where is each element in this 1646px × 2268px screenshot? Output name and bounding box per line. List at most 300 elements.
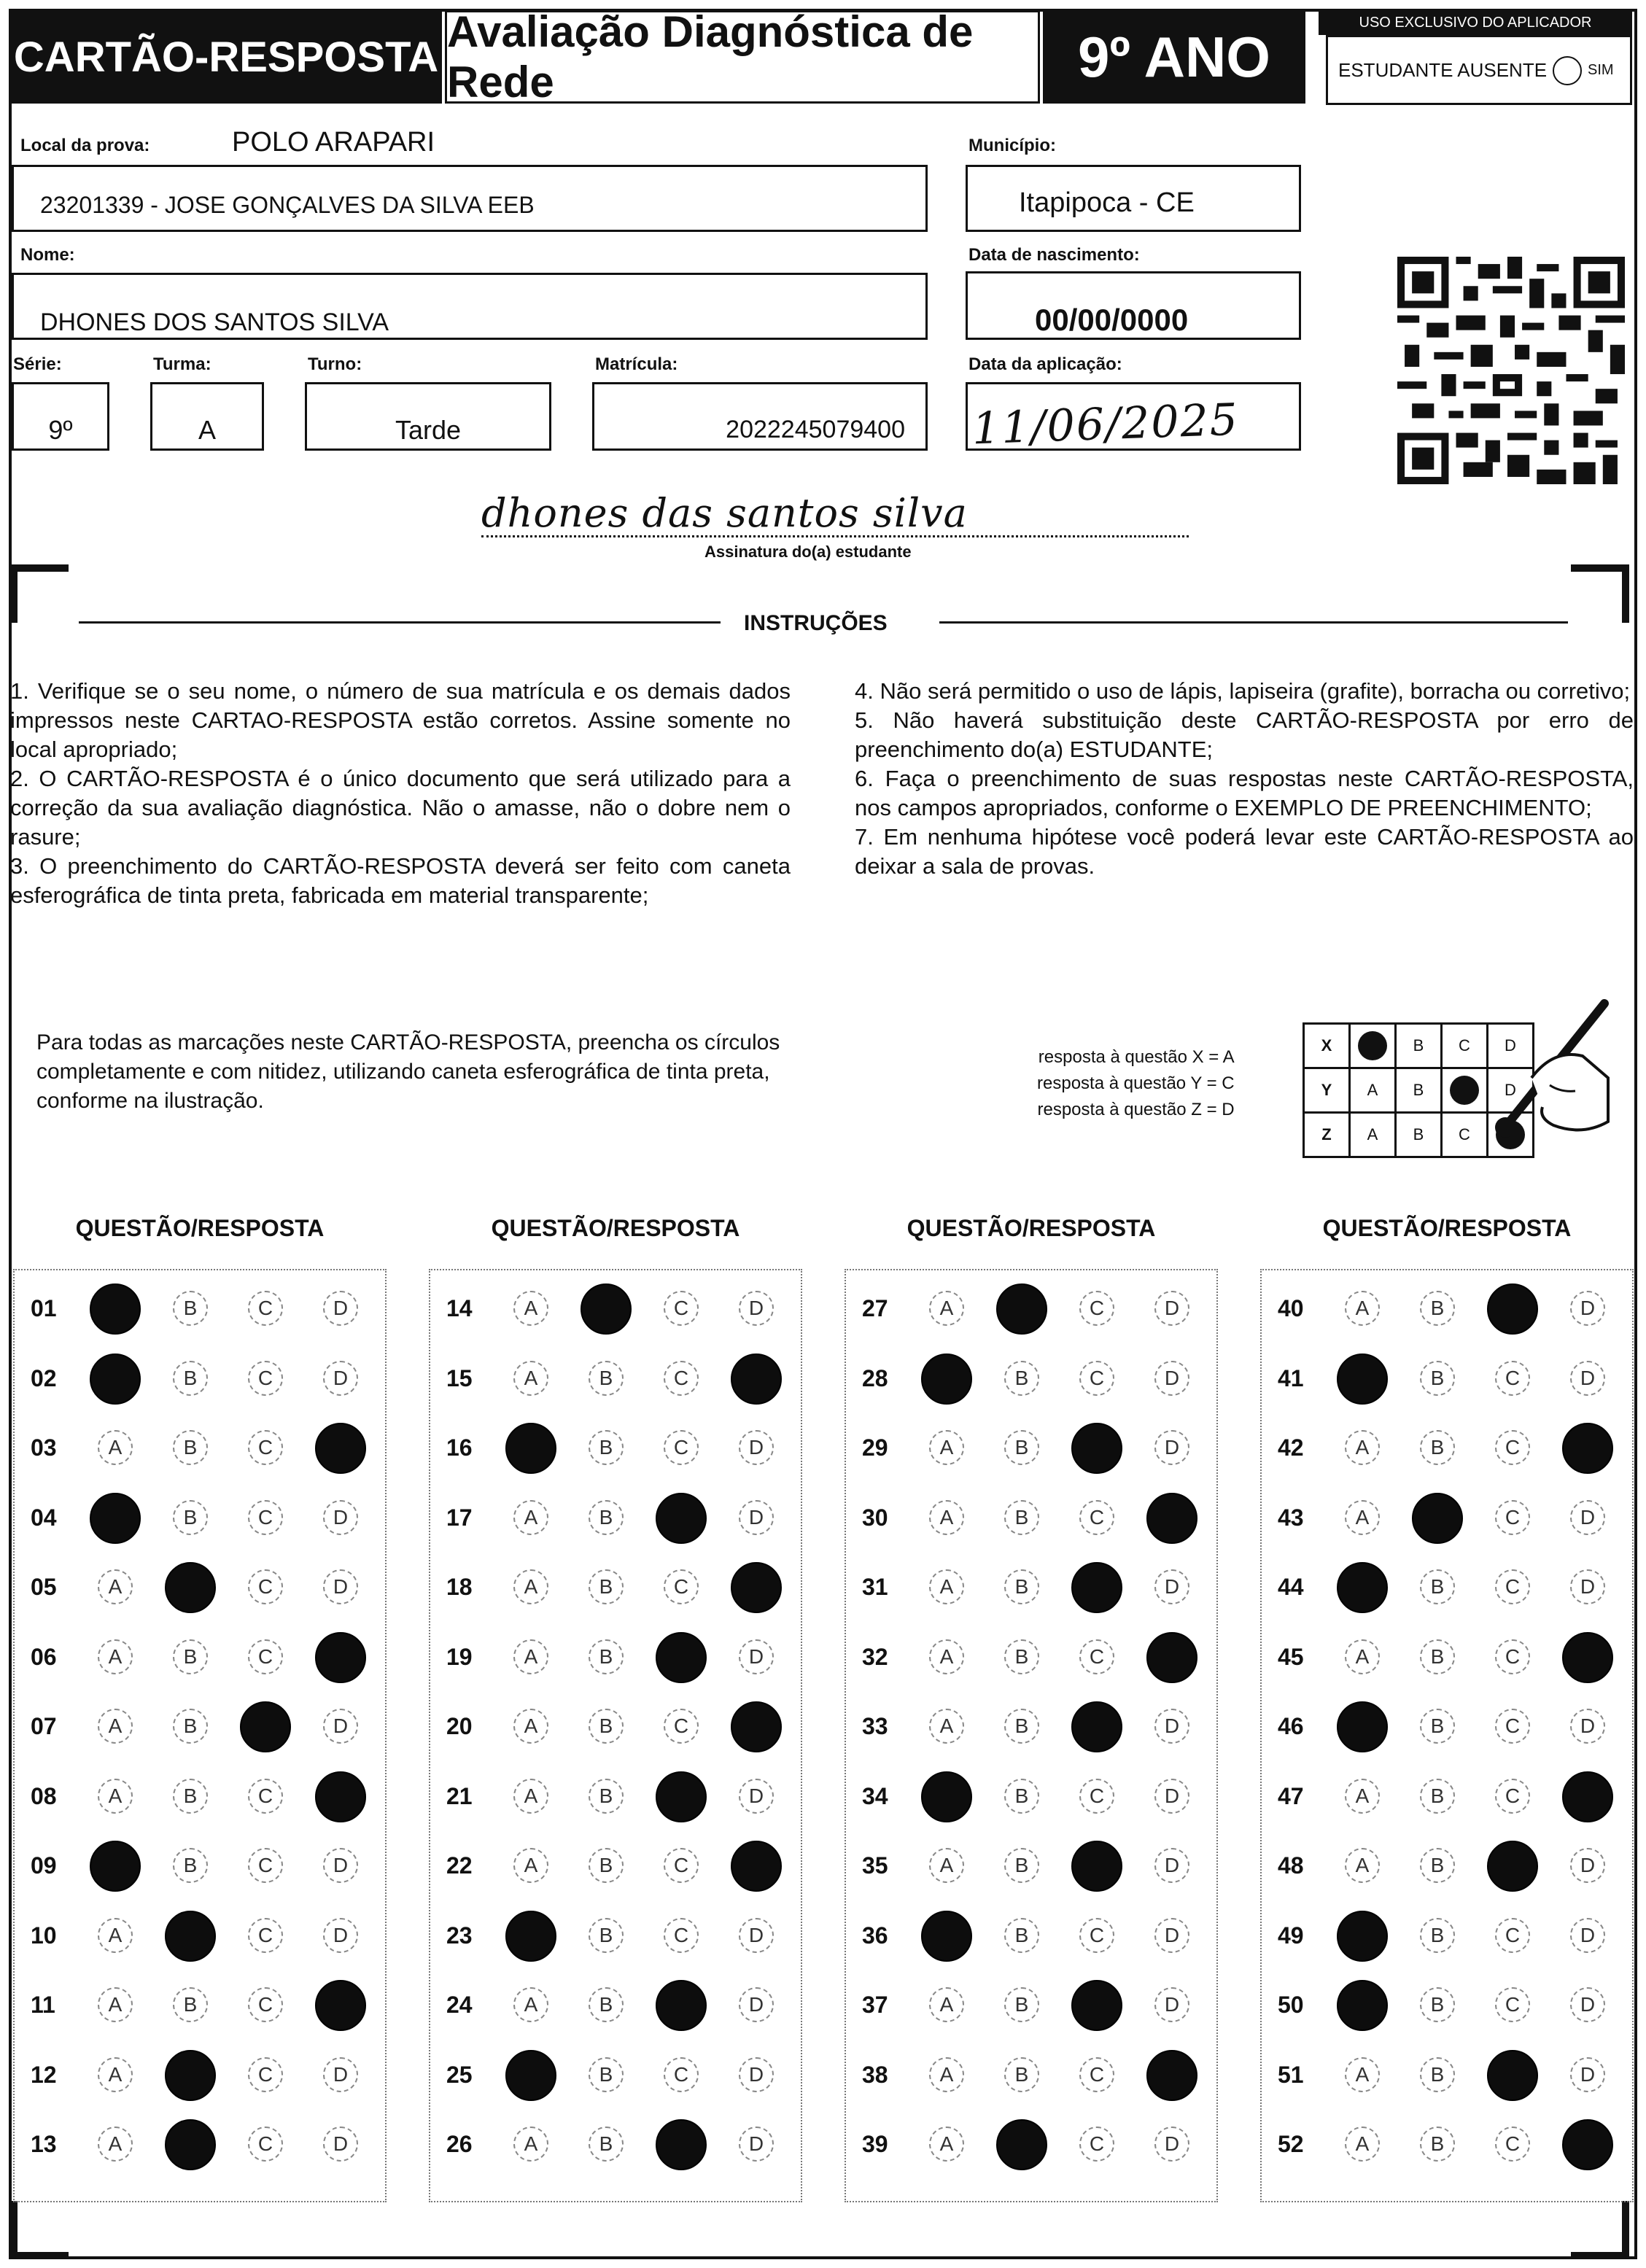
corner-mark-bottom-left <box>10 2201 69 2259</box>
question-row <box>15 1275 385 1345</box>
answer-bubble[interactable]: A <box>513 1569 548 1604</box>
answer-bubble[interactable]: A <box>98 1639 133 1674</box>
answer-bubble[interactable]: A <box>513 1639 548 1674</box>
answer-column <box>13 1269 387 2202</box>
answer-bubble[interactable]: D <box>1154 1430 1189 1465</box>
answer-bubble-filled[interactable] <box>1487 1283 1538 1335</box>
answer-bubble[interactable]: D <box>739 1500 774 1535</box>
example-option: B <box>1396 1024 1442 1068</box>
answer-bubble[interactable]: C <box>1079 1779 1114 1814</box>
matricula-label: Matrícula: <box>595 354 678 374</box>
answer-bubble[interactable]: D <box>739 2127 774 2162</box>
answer-bubble-filled[interactable] <box>1412 1493 1463 1544</box>
example-option: B <box>1396 1068 1442 1113</box>
question-row <box>15 1832 385 1902</box>
answer-bubble[interactable]: D <box>1154 1918 1189 1953</box>
answer-bubble[interactable]: A <box>929 1709 964 1744</box>
answer-bubble-filled[interactable] <box>1071 1562 1122 1613</box>
answer-bubble[interactable]: C <box>248 2057 283 2092</box>
answer-bubble[interactable]: B <box>1004 1500 1039 1535</box>
answer-bubble-filled[interactable] <box>731 1562 782 1613</box>
answer-bubble-filled[interactable] <box>1337 1701 1388 1752</box>
example-option: D <box>1488 1024 1534 1068</box>
instruction-7: 7. Em nenhuma hipótese você poderá levar este CARTÃO-RESPOSTA ao deixar a sala de provas. <box>855 824 1634 879</box>
corner-mark-bottom-right <box>1571 2201 1629 2259</box>
answer-bubble-filled[interactable] <box>921 1911 972 1962</box>
question-number: 24 <box>446 1992 473 2018</box>
answer-bubble[interactable]: A <box>98 1779 133 1814</box>
question-row <box>846 1553 1216 1623</box>
answer-bubble-filled[interactable] <box>240 1701 291 1752</box>
answer-bubble[interactable]: A <box>513 1291 548 1326</box>
turno-value: Tarde <box>395 415 462 445</box>
answer-bubble[interactable]: B <box>1004 1987 1039 2022</box>
question-number: 38 <box>862 2061 888 2088</box>
local-label: Local da prova: <box>20 136 150 155</box>
question-row <box>15 2110 385 2180</box>
turma-value: A <box>198 415 216 445</box>
answer-bubble[interactable]: B <box>173 1291 208 1326</box>
answer-bubble[interactable]: B <box>173 1987 208 2022</box>
answer-bubble[interactable]: B <box>1420 1569 1455 1604</box>
answer-bubble[interactable]: B <box>1004 1779 1039 1814</box>
answer-bubble-filled[interactable] <box>656 1980 707 2031</box>
answer-bubble[interactable]: B <box>173 1848 208 1883</box>
answer-bubble-filled[interactable] <box>315 1771 366 1822</box>
answer-bubble-filled[interactable] <box>656 1771 707 1822</box>
question-number: 41 <box>1278 1364 1304 1391</box>
answer-bubble[interactable]: D <box>739 1430 774 1465</box>
answer-bubble[interactable]: D <box>1570 1918 1605 1953</box>
question-row <box>430 2110 801 2180</box>
answer-bubble-filled[interactable] <box>921 1354 972 1405</box>
answer-bubble-filled[interactable] <box>1146 1632 1197 1683</box>
question-number: 12 <box>31 2061 57 2088</box>
answer-bubble[interactable]: B <box>173 1709 208 1744</box>
example-option: A <box>1350 1113 1396 1157</box>
question-number: 25 <box>446 2061 473 2088</box>
answer-bubble[interactable]: A <box>929 1987 964 2022</box>
question-row <box>1262 1763 1632 1833</box>
answer-bubble[interactable]: C <box>1495 1709 1530 1744</box>
example-filled-bubble <box>1450 1076 1479 1105</box>
answer-bubble-filled[interactable] <box>505 1911 556 1962</box>
answer-bubble-filled[interactable] <box>656 1632 707 1683</box>
answer-bubble[interactable]: A <box>513 1361 548 1396</box>
answer-bubble[interactable]: D <box>739 1918 774 1953</box>
answer-bubble-filled[interactable] <box>1487 2050 1538 2101</box>
answer-bubble[interactable]: B <box>173 1779 208 1814</box>
question-number: 21 <box>446 1782 473 1809</box>
answer-bubble[interactable]: B <box>1004 1639 1039 1674</box>
question-row <box>846 1484 1216 1554</box>
answer-bubble[interactable]: D <box>1570 1361 1605 1396</box>
question-row <box>1262 1971 1632 2041</box>
answer-bubble[interactable]: B <box>1420 2057 1455 2092</box>
answer-bubble[interactable]: C <box>248 1918 283 1953</box>
answer-bubble[interactable]: A <box>98 1987 133 2022</box>
question-number: 23 <box>446 1922 473 1949</box>
answer-bubble[interactable]: A <box>1345 1779 1380 1814</box>
answer-bubble-filled[interactable] <box>90 1841 141 1892</box>
answer-bubble-filled[interactable] <box>1562 1771 1613 1822</box>
answer-bubble-filled[interactable] <box>996 1283 1047 1335</box>
answer-bubble[interactable]: A <box>513 1987 548 2022</box>
answer-bubble-filled[interactable] <box>996 2119 1047 2170</box>
answer-bubble[interactable]: B <box>1004 1918 1039 1953</box>
answer-bubble[interactable]: D <box>1570 1709 1605 1744</box>
answer-bubble[interactable]: D <box>1154 1848 1189 1883</box>
question-number: 28 <box>862 1364 888 1391</box>
question-number: 11 <box>31 1992 55 2018</box>
answer-bubble[interactable]: C <box>1495 1779 1530 1814</box>
answer-bubble[interactable]: B <box>173 1639 208 1674</box>
answer-bubble[interactable]: B <box>589 1361 624 1396</box>
answer-bubble[interactable]: D <box>1570 1569 1605 1604</box>
answer-bubble[interactable]: D <box>1570 1987 1605 2022</box>
question-number: 37 <box>862 1992 888 2018</box>
answer-bubble[interactable]: D <box>323 2127 358 2162</box>
answer-bubble[interactable]: A <box>929 2127 964 2162</box>
answer-bubble-filled[interactable] <box>1071 1423 1122 1474</box>
answer-bubble[interactable]: A <box>513 1709 548 1744</box>
answer-bubble[interactable]: D <box>739 1987 774 2022</box>
answer-bubble[interactable]: B <box>589 2057 624 2092</box>
answer-bubble[interactable]: D <box>1154 2127 1189 2162</box>
question-row <box>846 1902 1216 1972</box>
example-option: D <box>1488 1068 1534 1113</box>
absent-checkbox[interactable] <box>1553 56 1582 85</box>
answer-bubble-filled[interactable] <box>731 1841 782 1892</box>
answer-bubble[interactable]: B <box>1420 1779 1455 1814</box>
example-question-label: X <box>1304 1024 1350 1068</box>
answer-column <box>845 1269 1218 2202</box>
answer-bubble[interactable]: A <box>1345 2057 1380 2092</box>
instruction-1: 1. Verifique se o seu nome, o número de sua matrícula e os demais dados impressos neste CARTAO-RESPOSTA estão corretos. Assine somente no local apropriado; <box>10 678 791 762</box>
answer-bubble[interactable]: B <box>589 1709 624 1744</box>
answer-bubble-filled[interactable] <box>505 1423 556 1474</box>
answer-bubble[interactable]: C <box>1079 1639 1114 1674</box>
answer-bubble[interactable]: B <box>1004 1848 1039 1883</box>
answer-bubble[interactable]: A <box>98 2127 133 2162</box>
answer-bubble[interactable]: D <box>323 1361 358 1396</box>
answer-bubble-filled[interactable] <box>1562 2119 1613 2170</box>
answer-bubble-filled[interactable] <box>1337 1911 1388 1962</box>
answer-bubble-filled[interactable] <box>1562 1632 1613 1683</box>
answer-bubble[interactable]: B <box>589 1569 624 1604</box>
nascimento-label: Data de nascimento: <box>968 245 1140 265</box>
answer-bubble[interactable]: C <box>248 1987 283 2022</box>
answer-bubble[interactable]: A <box>929 1569 964 1604</box>
answer-bubble-filled[interactable] <box>1146 1493 1197 1544</box>
answer-bubble[interactable]: A <box>513 1779 548 1814</box>
answer-bubble[interactable]: D <box>1570 1848 1605 1883</box>
answer-bubble[interactable]: C <box>1495 1918 1530 1953</box>
answer-bubble[interactable]: A <box>1345 1848 1380 1883</box>
answer-bubble[interactable]: B <box>589 1430 624 1465</box>
answer-bubble[interactable]: C <box>1079 1500 1114 1535</box>
answer-bubble[interactable]: A <box>929 1500 964 1535</box>
answer-bubble[interactable]: A <box>929 1430 964 1465</box>
turno-field <box>305 382 551 451</box>
answer-bubble[interactable]: B <box>589 2127 624 2162</box>
answer-bubble[interactable]: D <box>323 1291 358 1326</box>
question-row <box>430 2041 801 2111</box>
answer-bubble-filled[interactable] <box>1146 2050 1197 2101</box>
answer-bubble[interactable]: B <box>589 1500 624 1535</box>
nome-field <box>12 273 928 340</box>
answer-bubble[interactable]: D <box>739 1291 774 1326</box>
question-row <box>1262 1832 1632 1902</box>
answer-bubble[interactable]: B <box>1004 1361 1039 1396</box>
answer-bubble[interactable]: C <box>664 1569 699 1604</box>
answer-bubble[interactable]: C <box>664 1291 699 1326</box>
answer-bubble[interactable]: A <box>513 1848 548 1883</box>
answer-bubble-filled[interactable] <box>90 1354 141 1405</box>
question-row <box>1262 1345 1632 1415</box>
answer-bubble-filled[interactable] <box>581 1283 632 1335</box>
answer-bubble[interactable]: C <box>248 1569 283 1604</box>
answer-bubble[interactable]: B <box>1004 2057 1039 2092</box>
answer-bubble[interactable]: D <box>323 1709 358 1744</box>
answer-bubble[interactable]: D <box>1154 1987 1189 2022</box>
question-number: 52 <box>1278 2131 1304 2157</box>
answer-bubble[interactable]: D <box>323 1569 358 1604</box>
local-value: POLO ARAPARI <box>232 127 435 158</box>
answer-bubble[interactable]: C <box>248 1500 283 1535</box>
answer-bubble-filled[interactable] <box>1337 1562 1388 1613</box>
answer-bubble[interactable]: C <box>248 1779 283 1814</box>
answer-bubble[interactable]: C <box>1079 1291 1114 1326</box>
answer-bubble[interactable]: A <box>1345 1639 1380 1674</box>
answer-bubble[interactable]: D <box>1154 1361 1189 1396</box>
answer-bubble[interactable]: B <box>1420 1918 1455 1953</box>
answer-bubble[interactable]: A <box>1345 1430 1380 1465</box>
answer-bubble[interactable]: D <box>1154 1709 1189 1744</box>
nome-label: Nome: <box>20 245 75 265</box>
question-number: 51 <box>1278 2061 1304 2088</box>
answer-bubble[interactable]: B <box>589 1918 624 1953</box>
answer-bubble[interactable]: A <box>98 1709 133 1744</box>
question-row <box>430 1832 801 1902</box>
answer-bubble[interactable]: C <box>664 1430 699 1465</box>
question-row <box>15 1345 385 1415</box>
matricula-value: 2022245079400 <box>726 416 905 443</box>
answer-bubble[interactable]: A <box>1345 2127 1380 2162</box>
answer-bubble-filled[interactable] <box>90 1493 141 1544</box>
example-question-label: Y <box>1304 1068 1350 1113</box>
answer-bubble-filled[interactable] <box>315 1980 366 2031</box>
instructions-rule-right <box>939 621 1568 624</box>
answer-bubble[interactable]: D <box>323 1918 358 1953</box>
answer-bubble[interactable]: B <box>1004 1569 1039 1604</box>
question-number: 29 <box>862 1434 888 1461</box>
answer-bubble-filled[interactable] <box>921 1771 972 1822</box>
answer-bubble[interactable]: C <box>1495 1639 1530 1674</box>
answer-bubble[interactable]: C <box>1079 1361 1114 1396</box>
instructions-rule-left <box>79 621 721 624</box>
answer-bubble[interactable]: D <box>1570 1291 1605 1326</box>
answer-bubble[interactable]: B <box>589 1987 624 2022</box>
answer-bubble[interactable]: C <box>248 1291 283 1326</box>
example-filled-bubble <box>1358 1031 1387 1060</box>
answer-bubble[interactable]: B <box>589 1639 624 1674</box>
question-row <box>1262 1484 1632 1554</box>
question-number: 49 <box>1278 1922 1304 1949</box>
question-row <box>846 1623 1216 1693</box>
answer-bubble[interactable]: A <box>929 2057 964 2092</box>
answer-bubble[interactable]: A <box>98 1569 133 1604</box>
answer-bubble[interactable]: A <box>929 1291 964 1326</box>
answer-bubble[interactable]: D <box>739 2057 774 2092</box>
answer-bubble[interactable]: C <box>1495 1430 1530 1465</box>
answer-bubble[interactable]: D <box>1570 2057 1605 2092</box>
applicator-box <box>1326 35 1632 105</box>
answer-bubble-filled[interactable] <box>1337 1354 1388 1405</box>
answer-bubble[interactable]: C <box>1495 1987 1530 2022</box>
question-row <box>846 1832 1216 1902</box>
answer-bubble[interactable]: A <box>929 1848 964 1883</box>
answer-bubble[interactable]: C <box>1495 1569 1530 1604</box>
answer-column <box>429 1269 802 2202</box>
answer-bubble-filled[interactable] <box>315 1632 366 1683</box>
answer-bubble[interactable]: B <box>1420 1639 1455 1674</box>
pen-hand-icon <box>1480 998 1619 1158</box>
question-row <box>430 1345 801 1415</box>
answer-bubble[interactable]: C <box>248 1430 283 1465</box>
answer-bubble[interactable]: C <box>1495 2127 1530 2162</box>
answer-bubble[interactable]: C <box>1495 1361 1530 1396</box>
question-row <box>430 1553 801 1623</box>
answer-bubble[interactable]: B <box>1420 1430 1455 1465</box>
answer-bubble[interactable]: B <box>1004 1430 1039 1465</box>
answer-bubble[interactable]: C <box>664 2057 699 2092</box>
answer-bubble[interactable]: C <box>248 2127 283 2162</box>
question-row <box>430 1693 801 1763</box>
answer-bubble-filled[interactable] <box>165 1562 216 1613</box>
answer-bubble[interactable]: B <box>1420 1361 1455 1396</box>
answer-bubble-filled[interactable] <box>165 2050 216 2101</box>
column-title: QUESTÃO/RESPOSTA <box>907 1215 1156 1241</box>
answer-bubble[interactable]: C <box>248 1361 283 1396</box>
answer-bubble[interactable]: A <box>513 1500 548 1535</box>
answer-bubble[interactable]: D <box>1154 1779 1189 1814</box>
answer-bubble-filled[interactable] <box>1071 1980 1122 2031</box>
answer-bubble[interactable]: B <box>1420 2127 1455 2162</box>
answer-bubble-filled[interactable] <box>315 1423 366 1474</box>
question-row <box>430 1971 801 2041</box>
question-number: 04 <box>31 1504 57 1531</box>
example-question-label: Z <box>1304 1113 1350 1157</box>
answer-bubble-filled[interactable] <box>731 1354 782 1405</box>
answer-bubble[interactable]: A <box>98 1430 133 1465</box>
instruction-5: 5. Não haverá substituição deste CARTÃO-RESPOSTA por erro de preenchimento do(a) ESTUDANTE; <box>855 707 1634 762</box>
answer-bubble-filled[interactable] <box>1487 1841 1538 1892</box>
answer-bubble[interactable]: B <box>173 1430 208 1465</box>
answer-bubble-filled[interactable] <box>731 1701 782 1752</box>
answer-bubble-filled[interactable] <box>656 1493 707 1544</box>
question-number: 01 <box>31 1295 57 1321</box>
answer-bubble-filled[interactable] <box>505 2050 556 2101</box>
answer-bubble[interactable]: A <box>1345 1291 1380 1326</box>
answer-bubble[interactable]: D <box>323 2057 358 2092</box>
example-line-z: resposta à questão Z = D <box>1037 1100 1235 1119</box>
question-row <box>430 1623 801 1693</box>
answer-bubble[interactable]: B <box>1420 1848 1455 1883</box>
question-number: 26 <box>446 2131 473 2157</box>
question-row <box>430 1902 801 1972</box>
answer-bubble[interactable]: C <box>1495 1500 1530 1535</box>
answer-bubble[interactable]: B <box>1420 1709 1455 1744</box>
answer-bubble[interactable]: B <box>173 1361 208 1396</box>
answer-bubble[interactable]: B <box>173 1500 208 1535</box>
answer-bubble[interactable]: D <box>1570 1500 1605 1535</box>
question-number: 17 <box>446 1504 473 1531</box>
answer-bubble[interactable]: B <box>589 1779 624 1814</box>
answer-bubble[interactable]: C <box>248 1639 283 1674</box>
answer-bubble[interactable]: B <box>1420 1987 1455 2022</box>
answer-bubble[interactable]: C <box>1079 2127 1114 2162</box>
answer-bubble-filled[interactable] <box>656 2119 707 2170</box>
answer-bubble-filled[interactable] <box>1562 1423 1613 1474</box>
question-number: 30 <box>862 1504 888 1531</box>
answer-bubble[interactable]: B <box>589 1848 624 1883</box>
answer-bubble[interactable]: C <box>664 1709 699 1744</box>
question-row <box>1262 1693 1632 1763</box>
matricula-field <box>592 382 928 451</box>
question-row <box>1262 1902 1632 1972</box>
answer-bubble-filled[interactable] <box>165 1911 216 1962</box>
exam-title: Avaliação Diagnóstica de Rede <box>445 10 1040 104</box>
answer-bubble[interactable]: C <box>1079 1918 1114 1953</box>
answer-bubble-filled[interactable] <box>1337 1980 1388 2031</box>
answer-bubble[interactable]: A <box>513 2127 548 2162</box>
answer-bubble[interactable]: D <box>739 1639 774 1674</box>
answer-bubble[interactable]: C <box>664 1361 699 1396</box>
question-number: 22 <box>446 1852 473 1879</box>
example-line-y: resposta à questão Y = C <box>1037 1073 1235 1093</box>
question-row <box>15 1971 385 2041</box>
answer-bubble[interactable]: D <box>323 1500 358 1535</box>
answer-bubble[interactable]: B <box>1004 1709 1039 1744</box>
answer-bubble[interactable]: C <box>664 1848 699 1883</box>
answer-bubble[interactable]: C <box>248 1848 283 1883</box>
answer-bubble[interactable]: A <box>1345 1500 1380 1535</box>
question-number: 43 <box>1278 1504 1304 1531</box>
answer-bubble[interactable]: C <box>664 1918 699 1953</box>
answer-bubble[interactable]: B <box>1420 1291 1455 1326</box>
turno-label: Turno: <box>308 354 362 374</box>
answer-bubble[interactable]: D <box>739 1779 774 1814</box>
answer-bubble-filled[interactable] <box>90 1283 141 1335</box>
question-row <box>1262 1275 1632 1345</box>
answer-bubble[interactable]: A <box>98 1918 133 1953</box>
serie-value: 9º <box>48 415 73 445</box>
answer-bubble[interactable]: A <box>98 2057 133 2092</box>
answer-bubble-filled[interactable] <box>1071 1701 1122 1752</box>
question-number: 48 <box>1278 1852 1304 1879</box>
question-number: 45 <box>1278 1643 1304 1670</box>
question-number: 05 <box>31 1574 57 1600</box>
answer-bubble[interactable]: D <box>1154 1291 1189 1326</box>
answer-bubble[interactable]: C <box>1079 2057 1114 2092</box>
answer-bubble-filled[interactable] <box>165 2119 216 2170</box>
answer-bubble[interactable]: D <box>1154 1569 1189 1604</box>
answer-bubble-filled[interactable] <box>1071 1841 1122 1892</box>
answer-bubble[interactable]: D <box>323 1848 358 1883</box>
serie-field <box>12 382 109 451</box>
answer-bubble[interactable]: A <box>929 1639 964 1674</box>
